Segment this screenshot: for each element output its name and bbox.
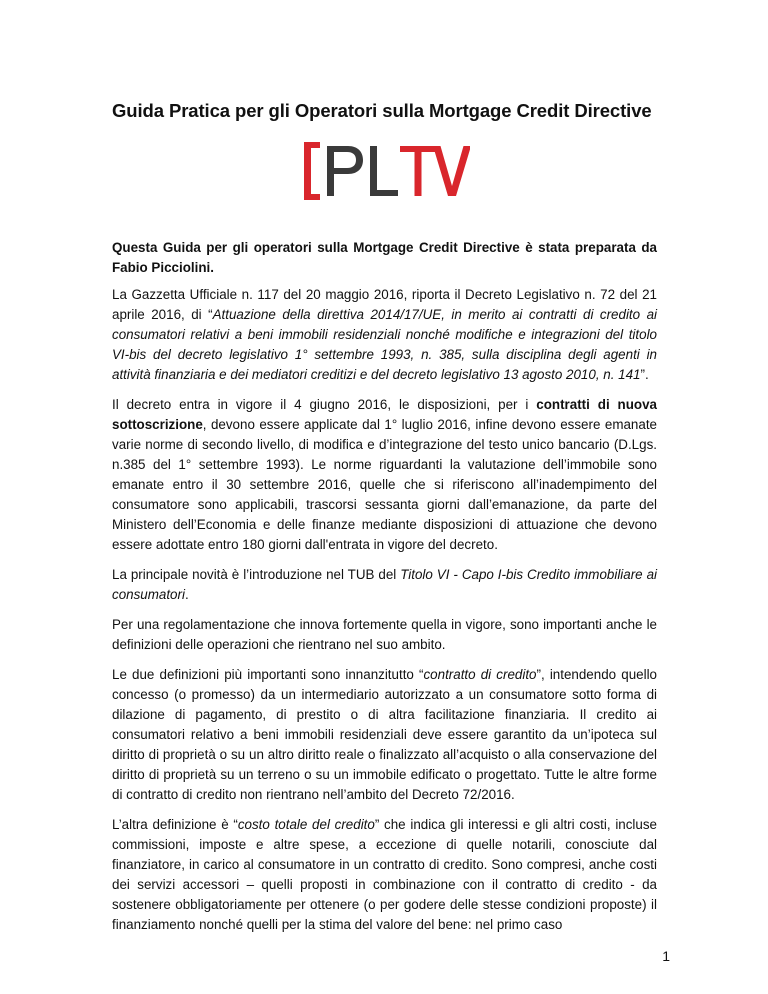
document-body <box>112 238 657 945</box>
page-number: 1 <box>662 948 670 964</box>
term-credit-contract: contratto di credito <box>423 667 537 682</box>
paragraph-novelty-end: . <box>184 587 189 602</box>
paragraph-credit-contract <box>112 665 657 805</box>
paragraph-cost-rest: ” che indica gli interessi e gli altri costi, incluse commissioni, imposte e altre spese, a eccezione di quelle notarili, conosciute dal finanziatore, in carico al consumatore in un contratto di credito. Sono compresi, anche costi dei servizi accessori – quelli proposti in combinazione con il contratto di credito - da sostenere obbligatoriamente per ottenere (o per godere delle stesse condizioni proposte) il finanziamento nonché quelli per la stima del valore del bene: nel primo caso <box>112 817 657 932</box>
paragraph-entry-rest: , devono essere applicate dal 1° luglio 2016, infine devono essere emanate varie norme di secondo livello, di modifica e d’integrazione del testo unico bancario (D.Lgs. n.385 del 1° settembre 1993). Le norme riguardanti la valutazione dell’immobile sono emanate entro il 30 settembre 2016, quelle che si riferiscono all’inadempimento del consumatore sono applicabili, trascorsi sessanta giorni dall’emanazione, da parte del Ministero dell’Economia e delle finanze mediante disposizioni di attuazione che devono essere adottate entro 180 giorni dall'entrata in vigore del decreto. <box>112 417 657 552</box>
paragraph-gazzetta-intro: La Gazzetta Ufficiale n. 117 del 20 maggio 2016, riporta il Decreto Legislativo n. 72 del 21 aprile 2016, di “ <box>112 287 657 322</box>
logo-letter-v <box>433 146 470 196</box>
paragraph-credit-intro: Le due definizioni più importanti sono innanzitutto “ <box>112 667 424 682</box>
paragraph-credit-rest: ”, intendendo quello concesso (o promesso) da un intermediario autorizzato a un consumatore sotto forma di dilazione di pagamento, di prestito o di altra facilitazione finanziaria. Il credito ai consumatori relativo a beni immobili residenziali deve essere garantito da un’ipoteca sul diritto di proprietà o su un altro diritto reale o finalizzato all’acquisto o alla conservazione del diritto di proprietà su un terreno o su un immobile edificato o progettato. Tutte le altre forme di contratto di credito non rientrano nell’ambito del Decreto 72/2016. <box>112 667 657 802</box>
new-contracts-highlight: contratti di nuova sottoscrizione <box>112 397 657 432</box>
pltv-logo <box>300 138 470 204</box>
pltv-logo-graphic <box>300 138 470 204</box>
paragraph-entry-into-force <box>112 395 657 555</box>
logo-letter-t <box>400 146 436 196</box>
decree-title: Attuazione della direttiva 2014/17/UE, in merito ai contratti di credito ai consumatori relativi a beni immobili residenziali nonché modifiche e integrazioni del titolo VI-bis del decreto legislativo 1° settembre 1993, n. 385, sulla disciplina degli agenti in attività finanziaria e dei mediatori creditizi e del decreto legislativo 13 agosto 2010, n. 141 <box>112 307 657 382</box>
logo-letter-l <box>370 146 398 196</box>
paragraph-gazzetta <box>112 285 657 385</box>
paragraph-entry-intro: Il decreto entra in vigore il 4 giugno 2016, le disposizioni, per i <box>112 397 537 412</box>
logo-letter-p <box>327 146 363 196</box>
document-title: Guida Pratica per gli Operatori sulla Mortgage Credit Directive <box>112 100 652 121</box>
logo-bracket-shape <box>304 142 320 200</box>
paragraph-novelty-intro: La principale novità è l’introduzione nel TUB del <box>112 567 401 582</box>
paragraph-gazzetta-end: ”. <box>640 367 649 382</box>
author-statement: Questa Guida per gli operatori sulla Mortgage Credit Directive è stata preparata da Fabio Picciolini. <box>112 240 657 275</box>
paragraph-novelty <box>112 565 657 605</box>
paragraph-cost-intro: L’altra definizione è “ <box>112 817 238 832</box>
paragraph-regulation: Per una regolamentazione che innova fortemente quella in vigore, sono importanti anche le definizioni delle operazioni che rientrano nel suo ambito. <box>112 617 657 652</box>
tub-title-reference: Titolo VI - Capo I-bis Credito immobiliare ai consumatori <box>112 567 657 602</box>
term-total-cost: costo totale del credito <box>237 817 375 832</box>
paragraph-total-cost <box>112 815 657 935</box>
